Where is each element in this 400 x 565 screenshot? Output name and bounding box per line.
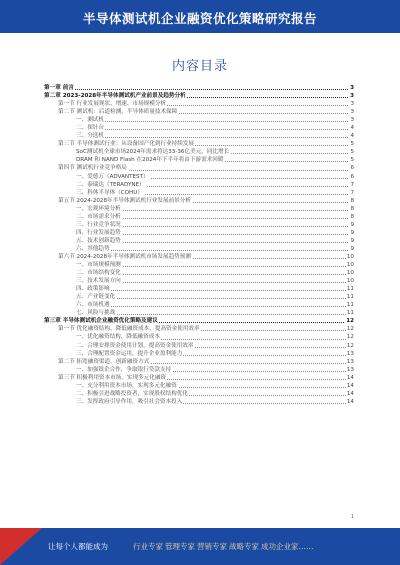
toc-entry[interactable] xyxy=(44,181,354,189)
toc-entry[interactable] xyxy=(44,398,354,406)
toc-entry-page: 8 xyxy=(350,205,354,212)
toc-entry[interactable] xyxy=(44,358,354,366)
toc-leader-dots xyxy=(76,250,348,251)
toc-entry[interactable] xyxy=(44,116,354,124)
toc-entry-title: 二、合理安排资金使用计划，提高资金使用效率 xyxy=(76,342,194,349)
toc-entry-title: 一、加强银企合作，争取银行贷款支持 xyxy=(76,366,172,373)
toc-entry-title: DRAM 和 NAND Flash 在2024年下半年将由下游需求回暖 xyxy=(76,157,224,164)
toc-entry[interactable] xyxy=(44,277,354,285)
toc-entry-page: 10 xyxy=(346,262,354,269)
toc-leader-dots xyxy=(76,306,348,307)
toc-leader-dots xyxy=(76,121,348,122)
toc-entry[interactable] xyxy=(44,325,354,333)
toc-entry-page: 9 xyxy=(350,245,354,252)
toc-entry[interactable] xyxy=(44,237,354,245)
toc-entry-title: 七、风险与挑战 xyxy=(76,310,116,317)
toc-entry-title: 第五节 2024-2028年半导体测试机行业发展前景分析 xyxy=(58,197,191,204)
toc-entry-page: 14 xyxy=(346,382,354,389)
toc-entry-page: 4 xyxy=(350,125,354,132)
toc-leader-dots xyxy=(76,290,348,291)
toc-entry-title: 二、市场结构变化 xyxy=(76,270,121,277)
toc-entry-page: 4 xyxy=(350,133,354,140)
toc-entry-title: 一、爱德万（ADVANTEST） xyxy=(76,173,149,180)
toc-entry-page: 10 xyxy=(346,270,354,277)
toc-entry-title: 二、泰瑞达（TERADYNE） xyxy=(76,181,145,188)
toc-entry-title: 第一章 前言 xyxy=(44,85,74,91)
toc-entry[interactable] xyxy=(44,229,354,237)
toc-entry-page: 14 xyxy=(346,374,354,381)
toc-entry[interactable] xyxy=(44,124,354,132)
toc-entry-title: 三、分选机 xyxy=(76,133,104,140)
toc-entry-page: 12 xyxy=(346,334,354,341)
toc-entry-title: 五、技术创新趋势 xyxy=(76,237,121,244)
toc-entry[interactable] xyxy=(44,213,354,221)
toc-entry-title: 六、市场机遇 xyxy=(76,302,110,309)
toc-leader-dots xyxy=(76,137,348,138)
toc-entry-page: 11 xyxy=(346,294,354,301)
toc-entry-page: 11 xyxy=(346,302,354,309)
toc-entry-page: 5 xyxy=(350,141,354,148)
toc-entry-title: 三、技术发展方向 xyxy=(76,278,121,285)
toc-entry[interactable] xyxy=(44,285,354,293)
toc-entry-title: 第二节 测试机：后道检测，半导体质量技术保障 xyxy=(58,109,178,116)
toc-entry-page: 11 xyxy=(346,310,354,317)
toc-entry-title: 四、行业发展趋势 xyxy=(76,229,121,236)
toc-entry-title: 一、测试机 xyxy=(76,117,104,124)
toc-entry-page: 13 xyxy=(346,358,354,365)
toc-leader-dots xyxy=(76,314,348,315)
toc-leader-dots xyxy=(76,129,348,130)
toc-entry[interactable] xyxy=(44,148,354,156)
toc-entry-page: 8 xyxy=(350,197,354,204)
toc-heading: 内容目录 xyxy=(171,59,228,74)
toc-entry[interactable] xyxy=(44,390,354,398)
toc-entry-page: 12 xyxy=(346,318,354,325)
toc-entry-page: 14 xyxy=(346,398,354,405)
toc-entry-title: 第一节 行业发展现状、增速、市场规模分析 xyxy=(58,101,167,108)
toc-entry[interactable] xyxy=(44,366,354,374)
toc-entry[interactable] xyxy=(44,164,354,172)
toc-entry[interactable] xyxy=(44,140,354,148)
toc-entry-page: 6 xyxy=(350,165,354,172)
toc-entry[interactable] xyxy=(44,197,354,205)
footer-tag: 成功企业家…… xyxy=(261,542,314,551)
footer-tags xyxy=(133,541,316,552)
toc-entry-page: 10 xyxy=(346,278,354,285)
toc-entry[interactable] xyxy=(44,317,354,325)
toc-leader-dots xyxy=(76,298,348,299)
toc-entry-title: 二、市场需求分析 xyxy=(76,213,121,220)
toc-entry-page: 7 xyxy=(350,181,354,188)
toc-entry-page: 5 xyxy=(350,149,354,156)
toc-entry-title: 三、科休半导体（COHU） xyxy=(76,189,143,196)
toc-entry-page: 10 xyxy=(346,253,354,260)
toc-leader-dots xyxy=(44,89,348,90)
table-of-contents xyxy=(44,84,354,406)
footer-tag: 行业专家 xyxy=(133,542,163,551)
toc-entry-title: 第一节 优化融资结构，降低融资成本，提高资金使用效率 xyxy=(58,326,200,333)
toc-entry-title: 第四节 测试机行业竞争格局 xyxy=(58,165,127,172)
toc-entry[interactable] xyxy=(44,261,354,269)
toc-entry-page: 13 xyxy=(346,350,354,357)
toc-entry-title: 三、行业竞争状况 xyxy=(76,221,121,228)
toc-entry-page: 3 xyxy=(350,109,354,116)
toc-entry-page: 8 xyxy=(350,213,354,220)
toc-entry[interactable] xyxy=(44,350,354,358)
toc-entry-page: 14 xyxy=(346,390,354,397)
toc-entry-title: 三、发挥政府引导作用，吸引社会资本投入 xyxy=(76,398,183,405)
toc-entry-title: 第二节 拓宽融资渠道，创新融资方式 xyxy=(58,358,150,365)
toc-entry-title: SoC测试机全球市场2024年需求将达33-36亿美元，同比增长 xyxy=(76,149,230,156)
toc-entry-title: 第二章 2023-2028年半导体测试机产业前景及趋势分析 xyxy=(44,93,186,100)
toc-entry-page: 9 xyxy=(350,237,354,244)
toc-entry[interactable] xyxy=(44,132,354,140)
toc-entry-title: 第三章 半导体测试机企业融资优化策略及建议 xyxy=(44,318,158,325)
toc-entry[interactable] xyxy=(44,301,354,309)
toc-entry-title: 一、充分利用资本市场，实现多元化融资 xyxy=(76,382,177,389)
toc-entry[interactable] xyxy=(44,269,354,277)
toc-entry[interactable] xyxy=(44,382,354,390)
toc-entry-title: 一、宏观环境分析 xyxy=(76,205,121,212)
toc-entry[interactable] xyxy=(44,309,354,317)
report-title: 半导体测试机企业融资优化策略研究报告 xyxy=(82,11,317,26)
footer-tag: 营销专家 xyxy=(197,542,227,551)
toc-entry[interactable] xyxy=(44,92,354,100)
footer-slogan: 让每个人都能成为 xyxy=(48,542,108,551)
toc-entry[interactable] xyxy=(44,221,354,229)
toc-entry-page: 7 xyxy=(350,189,354,196)
toc-entry-title: 四、政策影响 xyxy=(76,286,110,293)
toc-entry-page: 5 xyxy=(350,157,354,164)
toc-entry[interactable] xyxy=(44,293,354,301)
toc-entry-page: 9 xyxy=(350,221,354,228)
toc-entry-page: 3 xyxy=(350,117,354,124)
toc-entry-page: 13 xyxy=(346,366,354,373)
toc-entry-title: 二、探针台 xyxy=(76,125,104,132)
footer-accent-shape xyxy=(0,528,42,565)
toc-entry-page: 3 xyxy=(350,85,354,91)
toc-page xyxy=(0,33,400,528)
toc-entry-title: 第六节 2024-2028年半导体测试机市场发展趋势预测 xyxy=(58,253,191,260)
toc-entry[interactable] xyxy=(44,245,354,253)
toc-entry-page: 9 xyxy=(350,229,354,236)
toc-entry[interactable] xyxy=(44,205,354,213)
toc-entry-title: 一、市场规模预测 xyxy=(76,262,121,269)
toc-entry[interactable] xyxy=(44,374,354,382)
toc-entry-title: 一、优化融资结构，降低融资成本 xyxy=(76,334,160,341)
toc-entry[interactable] xyxy=(44,189,354,197)
report-header xyxy=(0,0,400,33)
footer-tag: 管理专家 xyxy=(165,542,195,551)
toc-entry[interactable] xyxy=(44,173,354,181)
toc-entry-page: 6 xyxy=(350,173,354,180)
report-footer xyxy=(0,528,400,565)
toc-entry[interactable] xyxy=(44,253,354,261)
page-number: 1 xyxy=(350,514,354,520)
toc-entry-page: 3 xyxy=(350,93,354,100)
toc-entry[interactable] xyxy=(44,84,354,92)
toc-entry-page: 3 xyxy=(350,101,354,108)
toc-entry-page: 12 xyxy=(346,326,354,333)
toc-entry[interactable] xyxy=(44,333,354,341)
toc-entry-title: 三、合理配置资金运用，提升企业盈利能力 xyxy=(76,350,183,357)
toc-entry[interactable] xyxy=(44,108,354,116)
toc-entry-page: 12 xyxy=(346,342,354,349)
toc-entry-title: 二、积极引进战略投资者，实现股权结构优化 xyxy=(76,390,188,397)
toc-entry[interactable] xyxy=(44,342,354,350)
footer-tag: 战略专家 xyxy=(229,542,259,551)
toc-entry-title: 五、产业链变化 xyxy=(76,294,116,301)
toc-entry[interactable] xyxy=(44,156,354,164)
toc-entry-title: 六、其他趋势 xyxy=(76,245,110,252)
toc-entry-page: 11 xyxy=(346,286,354,293)
toc-entry-title: 第三节 积极利用资本市场，实现多元化融资 xyxy=(58,374,167,381)
toc-entry-title: 第三节 半导体测试行业：从设备国产化到行业持续发展 xyxy=(58,141,195,148)
toc-entry[interactable] xyxy=(44,100,354,108)
